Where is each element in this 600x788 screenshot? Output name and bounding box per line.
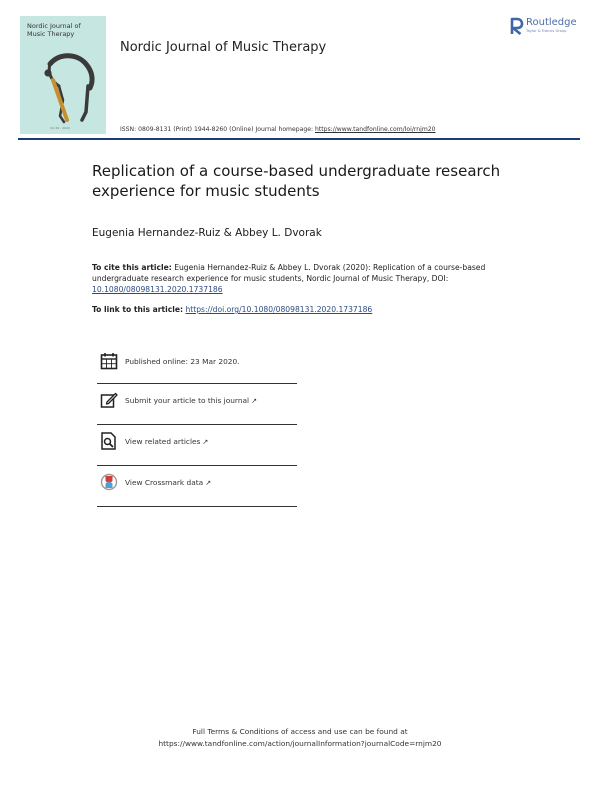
published-online [97,352,297,380]
submit-article-label: Submit your article to this journal [125,396,250,405]
cover-title: Nordic Journal of Music Therapy [27,22,81,38]
article-doi-url[interactable]: https://doi.org/10.1080/08098131.2020.1737186 [185,305,373,314]
routledge-logo [510,16,590,40]
action-divider [97,465,297,466]
edit-icon [100,391,118,409]
journal-homepage-link[interactable]: https://www.tandfonline.com/loi/rnjm20 [314,126,436,133]
action-divider [97,506,297,507]
article-link-line [92,305,372,314]
calendar-icon [100,352,118,370]
external-link-icon: ↗ [202,438,209,446]
related-articles-icon [100,432,118,450]
journal-cover [20,16,106,134]
journal-title: Nordic Journal of Music Therapy [120,40,327,55]
related-articles-label: View related articles [125,437,201,446]
issn-line: ISSN: 0809-8131 (Print) 1944-8260 (Online) Journal homepage: https://www.tandfonline.com/loi/rnjm20 [120,126,436,133]
published-date: Published online: 23 Mar 2020. [125,357,240,366]
publisher-name: Routledge [526,17,577,28]
terms-footer [0,726,600,750]
crossmark-link[interactable] [97,473,297,501]
action-divider [97,383,297,384]
header-divider [18,138,580,140]
publisher-tagline: Taylor & Francis Group [526,29,567,33]
doi-link[interactable]: 10.1080/08098131.2020.1737186 [92,285,223,294]
article-title: Replication of a course-based undergraduate research experience for music students [92,162,501,200]
external-link-icon: ↗ [251,397,257,405]
action-divider [97,424,297,425]
citation-block [92,262,512,295]
terms-text: Full Terms & Conditions of access and use can be found at [192,727,408,736]
cite-label: To cite this article: [92,263,172,272]
terms-url[interactable]: https://www.tandfonline.com/action/journalInformation?journalCode=rnjm20 [158,739,442,748]
related-articles-link[interactable] [97,432,297,460]
submit-article-link[interactable] [97,391,297,419]
cite-text: Eugenia Hernandez-Ruiz & Abbey L. Dvorak (2020): Replication of a course-based undergraduate research experience for music students, Nordic Journal of Music Therapy, DOI: [92,263,486,283]
external-link-icon: ↗ [205,479,212,487]
article-authors: Eugenia Hernandez-Ruiz & Abbey L. Dvorak [92,227,322,239]
routledge-r-icon [510,16,524,36]
cover-footer: Vol 29 · 2020 [50,126,70,130]
crossmark-icon [100,473,118,491]
link-label: To link to this article: [92,305,184,314]
crossmark-label: View Crossmark data [125,478,204,487]
